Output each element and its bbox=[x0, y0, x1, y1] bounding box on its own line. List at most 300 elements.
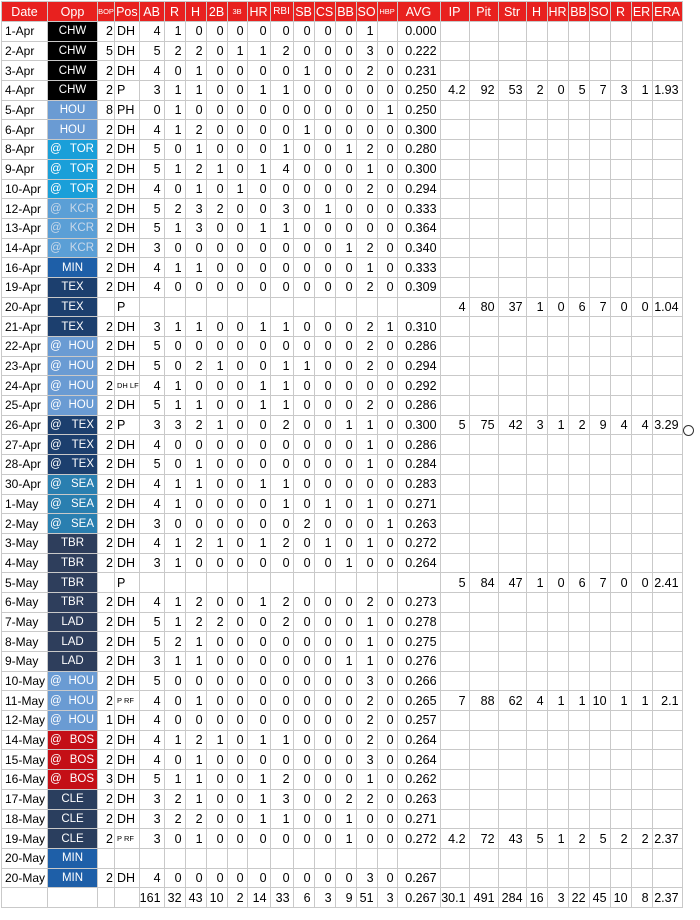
walks-allowed-cell bbox=[568, 41, 589, 61]
away-marker: @ bbox=[50, 222, 62, 235]
strikeouts-cell bbox=[356, 573, 377, 593]
walks-allowed-cell bbox=[568, 179, 589, 199]
rbi-cell: 2 bbox=[270, 41, 293, 61]
pitches-cell bbox=[469, 514, 498, 534]
rbi-cell: 0 bbox=[270, 553, 293, 573]
date-cell: 12-Apr bbox=[2, 199, 48, 219]
strikes-cell bbox=[498, 671, 526, 691]
stolen-bases-cell: 0 bbox=[293, 494, 314, 514]
caught-stealing-cell: 0 bbox=[314, 356, 335, 376]
strikeouts-cell: 3 bbox=[356, 671, 377, 691]
hits-allowed-cell bbox=[526, 848, 547, 868]
earned-runs-cell bbox=[631, 455, 652, 475]
era-cell bbox=[652, 671, 682, 691]
avg-cell: 0.310 bbox=[397, 317, 440, 337]
triples-cell: 0 bbox=[227, 533, 247, 553]
walks-cell: 0 bbox=[335, 41, 356, 61]
position-cell: DH bbox=[115, 750, 140, 770]
table-row bbox=[2, 770, 683, 790]
era-cell bbox=[652, 317, 682, 337]
caught-stealing-cell: 1 bbox=[314, 533, 335, 553]
pitches-cell bbox=[469, 592, 498, 612]
strikeouts-pitched-cell bbox=[589, 41, 610, 61]
strikeouts-cell: 1 bbox=[356, 435, 377, 455]
strikeouts-cell: 0 bbox=[356, 100, 377, 120]
batting-order-cell: 2 bbox=[98, 809, 115, 829]
doubles-cell: 0 bbox=[206, 22, 227, 42]
era-cell: 2.1 bbox=[652, 691, 682, 711]
strikes-cell bbox=[498, 711, 526, 731]
strikes-cell bbox=[498, 218, 526, 238]
stolen-bases-cell: 0 bbox=[293, 22, 314, 42]
pitches-cell bbox=[469, 770, 498, 790]
triples-cell: 0 bbox=[227, 632, 247, 652]
ab-cell: 4 bbox=[139, 494, 164, 514]
caught-stealing-cell: 0 bbox=[314, 750, 335, 770]
triples-cell: 0 bbox=[227, 868, 247, 888]
table-row bbox=[2, 592, 683, 612]
hits-allowed-cell bbox=[526, 22, 547, 42]
strikeouts-pitched-cell: 9 bbox=[589, 415, 610, 435]
runs-allowed-cell: 2 bbox=[610, 829, 631, 849]
avg-cell bbox=[397, 573, 440, 593]
ab-cell: 3 bbox=[139, 652, 164, 672]
runs-cell: 2 bbox=[164, 199, 185, 219]
home-runs-cell: 1 bbox=[247, 809, 270, 829]
hits-cell: 1 bbox=[185, 770, 206, 790]
runs-allowed-cell bbox=[610, 789, 631, 809]
strikes-cell bbox=[498, 159, 526, 179]
doubles-cell: 0 bbox=[206, 750, 227, 770]
strikeouts-cell: 0 bbox=[356, 81, 377, 101]
ab-cell: 0 bbox=[139, 100, 164, 120]
home-runs-cell: 1 bbox=[247, 592, 270, 612]
triples-cell: 0 bbox=[227, 277, 247, 297]
rbi-cell: 1 bbox=[270, 317, 293, 337]
hits-allowed-cell bbox=[526, 455, 547, 475]
ip-cell bbox=[440, 848, 469, 868]
hr-allowed-cell bbox=[547, 22, 568, 42]
earned-runs-cell bbox=[631, 711, 652, 731]
table-row bbox=[2, 140, 683, 160]
ip-cell bbox=[440, 474, 469, 494]
batting-order-cell: 2 bbox=[98, 337, 115, 357]
pitches-cell bbox=[469, 553, 498, 573]
doubles-cell: 0 bbox=[206, 396, 227, 416]
hbp-cell: 0 bbox=[377, 396, 397, 416]
strikeouts-cell: 0 bbox=[356, 120, 377, 140]
hr-allowed-cell bbox=[547, 41, 568, 61]
runs-cell: 1 bbox=[164, 592, 185, 612]
walks-cell: 1 bbox=[335, 140, 356, 160]
home-runs-cell: 0 bbox=[247, 337, 270, 357]
opponent-cell bbox=[48, 750, 98, 770]
position-cell: DH bbox=[115, 652, 140, 672]
strikes-cell bbox=[498, 199, 526, 219]
opponent-cell bbox=[48, 396, 98, 416]
walks-cell: 0 bbox=[335, 120, 356, 140]
runs-allowed-cell bbox=[610, 632, 631, 652]
avg-cell bbox=[397, 297, 440, 317]
walks-allowed-cell bbox=[568, 612, 589, 632]
stolen-bases-cell bbox=[293, 848, 314, 868]
walks-allowed-cell bbox=[568, 317, 589, 337]
runs-cell: 0 bbox=[164, 691, 185, 711]
ip-cell bbox=[440, 632, 469, 652]
strikes-cell bbox=[498, 41, 526, 61]
rbi-cell: 1 bbox=[270, 494, 293, 514]
pitches-cell bbox=[469, 159, 498, 179]
hits-allowed-cell bbox=[526, 218, 547, 238]
date-cell: 27-Apr bbox=[2, 435, 48, 455]
table-row bbox=[2, 868, 683, 888]
triples-cell: 0 bbox=[227, 770, 247, 790]
doubles-cell: 0 bbox=[206, 809, 227, 829]
ab-cell: 4 bbox=[139, 22, 164, 42]
total-hbp: 3 bbox=[377, 888, 397, 908]
hr-allowed-cell bbox=[547, 592, 568, 612]
hr-allowed-cell bbox=[547, 317, 568, 337]
era-cell: 2.37 bbox=[652, 829, 682, 849]
hits-allowed-cell bbox=[526, 750, 547, 770]
strikeouts-cell: 1 bbox=[356, 612, 377, 632]
strikeouts-pitched-cell bbox=[589, 868, 610, 888]
ab-cell: 4 bbox=[139, 179, 164, 199]
era-cell bbox=[652, 494, 682, 514]
ip-cell: 5 bbox=[440, 415, 469, 435]
strikeouts-cell: 0 bbox=[356, 809, 377, 829]
strikes-cell bbox=[498, 514, 526, 534]
header-h-20: H bbox=[526, 2, 547, 22]
ab-cell: 5 bbox=[139, 356, 164, 376]
stolen-bases-cell: 0 bbox=[293, 41, 314, 61]
table-row bbox=[2, 671, 683, 691]
strikeouts-pitched-cell bbox=[589, 750, 610, 770]
position-cell: DH bbox=[115, 179, 140, 199]
away-marker: @ bbox=[50, 143, 62, 156]
walks-cell: 0 bbox=[335, 632, 356, 652]
pitches-cell: 92 bbox=[469, 81, 498, 101]
opponent-team: MIN bbox=[61, 852, 84, 865]
table-row bbox=[2, 573, 683, 593]
strikeouts-cell: 1 bbox=[356, 632, 377, 652]
pitches-cell bbox=[469, 100, 498, 120]
walks-allowed-cell bbox=[568, 474, 589, 494]
ab-cell bbox=[139, 848, 164, 868]
date-cell: 13-Apr bbox=[2, 218, 48, 238]
strikes-cell bbox=[498, 120, 526, 140]
header-hr-9: HR bbox=[247, 2, 270, 22]
ip-cell bbox=[440, 100, 469, 120]
doubles-cell: 0 bbox=[206, 455, 227, 475]
position-cell: P RF bbox=[115, 691, 140, 711]
date-cell: 15-May bbox=[2, 750, 48, 770]
caught-stealing-cell: 0 bbox=[314, 120, 335, 140]
ab-cell: 3 bbox=[139, 238, 164, 258]
position-cell: DH bbox=[115, 711, 140, 731]
header-cs-12: CS bbox=[314, 2, 335, 22]
triples-cell: 0 bbox=[227, 809, 247, 829]
position-cell: DH bbox=[115, 396, 140, 416]
batting-order-cell: 3 bbox=[98, 770, 115, 790]
position-cell: DH bbox=[115, 317, 140, 337]
opponent-cell bbox=[48, 730, 98, 750]
hbp-cell: 0 bbox=[377, 356, 397, 376]
hits-cell: 0 bbox=[185, 277, 206, 297]
opponent-cell bbox=[48, 553, 98, 573]
opponent-team: CHW bbox=[58, 64, 87, 77]
date-cell: 12-May bbox=[2, 711, 48, 731]
hits-cell: 0 bbox=[185, 376, 206, 396]
date-cell: 19-May bbox=[2, 829, 48, 849]
strikeouts-cell: 2 bbox=[356, 592, 377, 612]
doubles-cell: 0 bbox=[206, 474, 227, 494]
strikeouts-pitched-cell bbox=[589, 22, 610, 42]
rbi-cell: 1 bbox=[270, 474, 293, 494]
home-runs-cell: 0 bbox=[247, 553, 270, 573]
strikeouts-cell: 0 bbox=[356, 553, 377, 573]
hr-allowed-cell: 1 bbox=[547, 415, 568, 435]
hr-allowed-cell bbox=[547, 159, 568, 179]
hits-cell: 2 bbox=[185, 159, 206, 179]
date-cell: 6-Apr bbox=[2, 120, 48, 140]
hbp-cell: 0 bbox=[377, 553, 397, 573]
date-cell: 16-Apr bbox=[2, 258, 48, 278]
position-cell: P RF bbox=[115, 829, 140, 849]
ip-cell bbox=[440, 809, 469, 829]
batting-order-cell: 2 bbox=[98, 455, 115, 475]
strikeouts-pitched-cell bbox=[589, 809, 610, 829]
position-cell: DH bbox=[115, 258, 140, 278]
strikeouts-pitched-cell bbox=[589, 652, 610, 672]
pitches-cell bbox=[469, 671, 498, 691]
avg-cell: 0.278 bbox=[397, 612, 440, 632]
ip-cell bbox=[440, 159, 469, 179]
triples-cell: 1 bbox=[227, 41, 247, 61]
hbp-cell: 0 bbox=[377, 81, 397, 101]
runs-cell: 1 bbox=[164, 218, 185, 238]
ip-cell bbox=[440, 553, 469, 573]
avg-cell: 0.250 bbox=[397, 81, 440, 101]
batting-order-cell: 2 bbox=[98, 632, 115, 652]
caught-stealing-cell: 0 bbox=[314, 809, 335, 829]
doubles-cell: 0 bbox=[206, 258, 227, 278]
opponent-cell bbox=[48, 199, 98, 219]
position-cell: DH bbox=[115, 140, 140, 160]
table-row bbox=[2, 356, 683, 376]
runs-allowed-cell bbox=[610, 533, 631, 553]
home-runs-cell: 0 bbox=[247, 868, 270, 888]
strikes-cell bbox=[498, 553, 526, 573]
walks-allowed-cell bbox=[568, 140, 589, 160]
opponent-cell bbox=[48, 140, 98, 160]
walks-cell: 0 bbox=[335, 514, 356, 534]
doubles-cell: 0 bbox=[206, 494, 227, 514]
pitches-cell bbox=[469, 396, 498, 416]
total-hr-allowed: 3 bbox=[547, 888, 568, 908]
date-cell: 3-Apr bbox=[2, 61, 48, 81]
ab-cell: 5 bbox=[139, 671, 164, 691]
home-runs-cell: 0 bbox=[247, 199, 270, 219]
position-cell: DH bbox=[115, 514, 140, 534]
ip-cell: 4 bbox=[440, 297, 469, 317]
batting-order-cell: 2 bbox=[98, 533, 115, 553]
walks-allowed-cell bbox=[568, 258, 589, 278]
walks-cell: 0 bbox=[335, 199, 356, 219]
ip-cell bbox=[440, 514, 469, 534]
hr-allowed-cell bbox=[547, 356, 568, 376]
earned-runs-cell bbox=[631, 671, 652, 691]
triples-cell bbox=[227, 297, 247, 317]
hits-cell: 2 bbox=[185, 730, 206, 750]
opponent-cell bbox=[48, 691, 98, 711]
runs-allowed-cell bbox=[610, 218, 631, 238]
era-cell bbox=[652, 435, 682, 455]
ab-cell: 4 bbox=[139, 61, 164, 81]
total-earned-runs: 8 bbox=[631, 888, 652, 908]
strikes-cell bbox=[498, 356, 526, 376]
strikeouts-pitched-cell bbox=[589, 730, 610, 750]
date-cell: 25-Apr bbox=[2, 396, 48, 416]
earned-runs-cell bbox=[631, 238, 652, 258]
walks-allowed-cell bbox=[568, 356, 589, 376]
runs-allowed-cell bbox=[610, 120, 631, 140]
pitches-cell bbox=[469, 711, 498, 731]
header-rbi-10: RBI bbox=[270, 2, 293, 22]
total-era: 2.37 bbox=[652, 888, 682, 908]
strikeouts-cell: 1 bbox=[356, 494, 377, 514]
ip-cell: 7 bbox=[440, 691, 469, 711]
hr-allowed-cell bbox=[547, 179, 568, 199]
strikes-cell bbox=[498, 809, 526, 829]
hits-cell: 0 bbox=[185, 22, 206, 42]
hbp-cell: 0 bbox=[377, 770, 397, 790]
doubles-cell: 0 bbox=[206, 711, 227, 731]
away-marker: @ bbox=[50, 399, 62, 412]
hr-allowed-cell: 0 bbox=[547, 573, 568, 593]
doubles-cell: 0 bbox=[206, 868, 227, 888]
caught-stealing-cell: 0 bbox=[314, 337, 335, 357]
ip-cell bbox=[440, 770, 469, 790]
hits-allowed-cell bbox=[526, 514, 547, 534]
era-cell bbox=[652, 179, 682, 199]
earned-runs-cell bbox=[631, 750, 652, 770]
rbi-cell: 0 bbox=[270, 258, 293, 278]
strikes-cell: 47 bbox=[498, 573, 526, 593]
runs-allowed-cell: 3 bbox=[610, 81, 631, 101]
ip-cell: 4.2 bbox=[440, 829, 469, 849]
ab-cell: 4 bbox=[139, 592, 164, 612]
date-cell: 3-May bbox=[2, 533, 48, 553]
strikeouts-pitched-cell bbox=[589, 317, 610, 337]
caught-stealing-cell: 0 bbox=[314, 789, 335, 809]
runs-allowed-cell: 0 bbox=[610, 573, 631, 593]
hr-allowed-cell bbox=[547, 770, 568, 790]
strikes-cell bbox=[498, 632, 526, 652]
hr-allowed-cell bbox=[547, 435, 568, 455]
earned-runs-cell bbox=[631, 553, 652, 573]
opponent-team: CLE bbox=[61, 793, 84, 806]
doubles-cell: 1 bbox=[206, 159, 227, 179]
home-runs-cell: 1 bbox=[247, 533, 270, 553]
hits-allowed-cell bbox=[526, 474, 547, 494]
opponent-cell bbox=[48, 100, 98, 120]
ab-cell bbox=[139, 297, 164, 317]
hr-allowed-cell bbox=[547, 238, 568, 258]
date-cell: 14-Apr bbox=[2, 238, 48, 258]
strikeouts-cell: 2 bbox=[356, 730, 377, 750]
walks-allowed-cell bbox=[568, 22, 589, 42]
walks-cell: 0 bbox=[335, 750, 356, 770]
earned-runs-cell bbox=[631, 61, 652, 81]
opponent-cell bbox=[48, 848, 98, 868]
strikes-cell: 62 bbox=[498, 691, 526, 711]
walks-cell: 0 bbox=[335, 671, 356, 691]
hr-allowed-cell bbox=[547, 396, 568, 416]
hits-allowed-cell bbox=[526, 337, 547, 357]
rbi-cell: 0 bbox=[270, 277, 293, 297]
avg-cell: 0.266 bbox=[397, 671, 440, 691]
opponent-team: TBR bbox=[61, 537, 84, 550]
avg-cell: 0.272 bbox=[397, 533, 440, 553]
strikes-cell bbox=[498, 277, 526, 297]
opponent-cell bbox=[48, 159, 98, 179]
ip-cell bbox=[440, 61, 469, 81]
triples-cell bbox=[227, 573, 247, 593]
doubles-cell: 0 bbox=[206, 514, 227, 534]
era-cell bbox=[652, 592, 682, 612]
ab-cell: 5 bbox=[139, 396, 164, 416]
hr-allowed-cell bbox=[547, 711, 568, 731]
avg-cell: 0.309 bbox=[397, 277, 440, 297]
avg-cell: 0.292 bbox=[397, 376, 440, 396]
table-row bbox=[2, 632, 683, 652]
home-runs-cell: 0 bbox=[247, 61, 270, 81]
ip-cell: 4.2 bbox=[440, 81, 469, 101]
hr-allowed-cell bbox=[547, 632, 568, 652]
position-cell: PH bbox=[115, 100, 140, 120]
ip-cell bbox=[440, 376, 469, 396]
caught-stealing-cell bbox=[314, 297, 335, 317]
opponent-cell bbox=[48, 435, 98, 455]
stolen-bases-cell: 0 bbox=[293, 100, 314, 120]
earned-runs-cell bbox=[631, 533, 652, 553]
opponent-cell bbox=[48, 337, 98, 357]
hits-cell: 0 bbox=[185, 553, 206, 573]
hbp-cell: 0 bbox=[377, 199, 397, 219]
header-pos-3: Pos bbox=[115, 2, 140, 22]
doubles-cell bbox=[206, 297, 227, 317]
rbi-cell: 1 bbox=[270, 376, 293, 396]
opponent-cell bbox=[48, 258, 98, 278]
runs-cell: 0 bbox=[164, 868, 185, 888]
strikeouts-cell: 0 bbox=[356, 474, 377, 494]
earned-runs-cell: 1 bbox=[631, 81, 652, 101]
strikeouts-cell: 0 bbox=[356, 376, 377, 396]
stolen-bases-cell: 2 bbox=[293, 514, 314, 534]
triples-cell: 0 bbox=[227, 356, 247, 376]
walks-allowed-cell bbox=[568, 514, 589, 534]
home-runs-cell: 1 bbox=[247, 396, 270, 416]
era-cell bbox=[652, 396, 682, 416]
strikes-cell bbox=[498, 258, 526, 278]
strikeouts-pitched-cell bbox=[589, 592, 610, 612]
position-cell: DH bbox=[115, 199, 140, 219]
position-cell: DH bbox=[115, 61, 140, 81]
strikes-cell bbox=[498, 730, 526, 750]
stolen-bases-cell: 0 bbox=[293, 632, 314, 652]
runs-allowed-cell bbox=[610, 258, 631, 278]
